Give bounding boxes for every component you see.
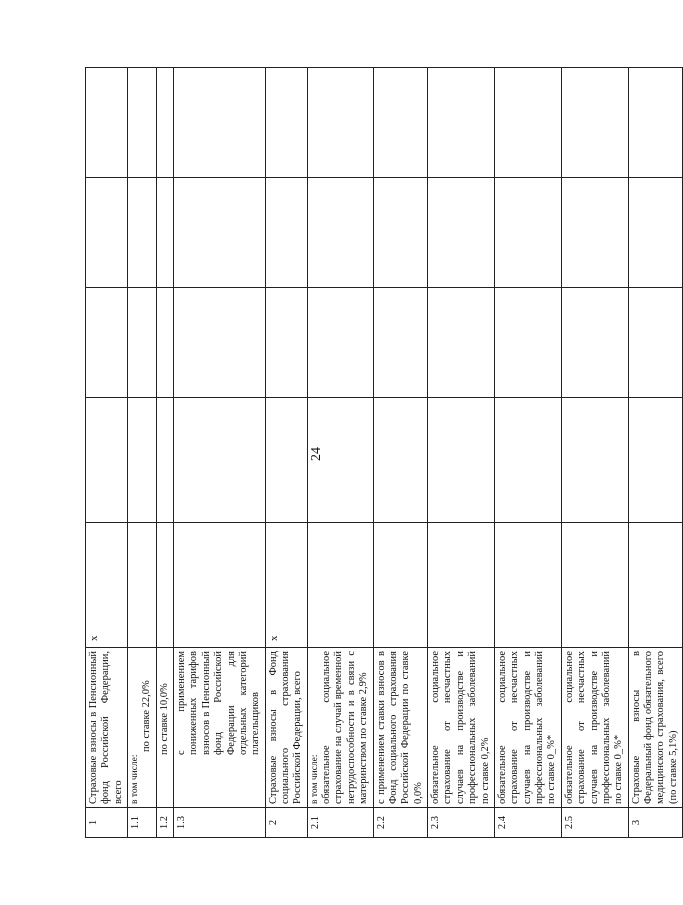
table-row xyxy=(156,68,173,838)
row-number: 2.2 xyxy=(373,808,428,838)
table-cell xyxy=(628,288,683,398)
row-description: обязательное социальное страхование от несчастных случаев на производстве и профессиональных заболеваний по ставке 0,2% xyxy=(428,648,495,808)
table-cell xyxy=(156,178,173,288)
row-number: 1 xyxy=(86,808,128,838)
row-number: 1.3 xyxy=(174,808,266,838)
table-cell xyxy=(86,288,128,398)
row-number: 2.5 xyxy=(561,808,628,838)
table-row xyxy=(494,68,561,838)
row-prefix: в том числе: xyxy=(309,754,320,804)
table-cell xyxy=(307,398,373,523)
row-description: обязательное социальное страхование от несчастных случаев на производстве и профессиональных заболеваний по ставке 0_%* xyxy=(561,648,628,808)
table-row xyxy=(628,68,683,838)
table-cell xyxy=(428,288,495,398)
table-row xyxy=(128,68,157,838)
table-cell: x xyxy=(86,523,128,648)
table-cell xyxy=(265,178,307,288)
table-cell xyxy=(494,398,561,523)
table-cell xyxy=(307,178,373,288)
table-cell xyxy=(128,523,157,648)
table-row xyxy=(373,68,428,838)
table-cell: x xyxy=(265,523,307,648)
row-description-cell xyxy=(307,648,373,808)
row-description: с применением пониженных тарифов взносов в Пенсионный фонд Российской Федерации для отдельных категорий плательщиков xyxy=(174,648,266,808)
table-cell xyxy=(561,523,628,648)
table-cell xyxy=(174,178,266,288)
table-cell xyxy=(128,288,157,398)
table-cell xyxy=(128,68,157,178)
table-cell xyxy=(373,178,428,288)
row-number: 3 xyxy=(628,808,683,838)
table-cell xyxy=(265,68,307,178)
table-cell xyxy=(156,288,173,398)
table-cell xyxy=(561,68,628,178)
table-cell xyxy=(628,68,683,178)
table-cell xyxy=(428,178,495,288)
row-description: Страховые взносы в Федеральный фонд обязательного медицинского страхования, всего (по ставке 5,1%) xyxy=(628,648,683,808)
row-prefix: в том числе: xyxy=(130,754,141,804)
table-row xyxy=(561,68,628,838)
table-cell xyxy=(86,398,128,523)
table-row xyxy=(428,68,495,838)
table-cell xyxy=(561,398,628,523)
table-cell xyxy=(128,398,157,523)
row-description: с применением ставки взносов в Фонд социального страхования Российской Федерации по ставке 0,0% xyxy=(373,648,428,808)
table-cell xyxy=(265,288,307,398)
table-cell xyxy=(494,68,561,178)
table-cell xyxy=(428,68,495,178)
table-cell xyxy=(428,523,495,648)
row-description: Страховые взносы в Фонд социального страхования Российской Федерации, всего xyxy=(265,648,307,808)
row-number: 2.3 xyxy=(428,808,495,838)
table-cell xyxy=(307,288,373,398)
table-row xyxy=(174,68,266,838)
table-cell xyxy=(156,68,173,178)
row-description: по ставке 10,0% xyxy=(156,648,173,808)
rotated-table-container xyxy=(85,68,679,838)
table-cell xyxy=(428,398,495,523)
row-number: 1.1 xyxy=(128,808,157,838)
table-cell xyxy=(156,398,173,523)
row-number: 2 xyxy=(265,808,307,838)
table-cell xyxy=(561,178,628,288)
row-subtext: по ставке 22,0% xyxy=(141,680,153,752)
table-cell xyxy=(174,398,266,523)
table-cell xyxy=(494,288,561,398)
table-cell xyxy=(174,288,266,398)
table-cell xyxy=(174,523,266,648)
row-description: Страховые взносы в Пенсионный фонд Российской Федерации, всего xyxy=(86,648,128,808)
table-cell xyxy=(156,523,173,648)
insurance-contributions-table xyxy=(85,67,683,838)
table-cell xyxy=(174,68,266,178)
table-cell xyxy=(628,523,683,648)
table-cell xyxy=(373,68,428,178)
row-number: 2.4 xyxy=(494,808,561,838)
table-cell xyxy=(86,178,128,288)
table-cell xyxy=(307,68,373,178)
table-row xyxy=(265,68,307,838)
table-cell xyxy=(628,178,683,288)
table-cell xyxy=(307,523,373,648)
table-cell xyxy=(373,288,428,398)
table-cell xyxy=(561,288,628,398)
table-cell xyxy=(628,398,683,523)
table-cell xyxy=(86,68,128,178)
row-number: 2.1 xyxy=(307,808,373,838)
table-cell xyxy=(128,178,157,288)
table-cell xyxy=(265,398,307,523)
row-description: обязательное социальное страхование от несчастных случаев на производстве и профессиональных заболеваний по ставке 0_%* xyxy=(494,648,561,808)
row-number: 1.2 xyxy=(156,808,173,838)
table-row xyxy=(307,68,373,838)
table-cell xyxy=(494,523,561,648)
table-cell xyxy=(494,178,561,288)
row-description-cell xyxy=(128,648,157,808)
page-number: 24 xyxy=(309,447,324,461)
table-cell xyxy=(373,523,428,648)
row-subtext: обязательное социальное страхование на случай временной нетрудоспособности и в связи с материнством по ставке 2,9% xyxy=(321,651,370,804)
table-cell xyxy=(373,398,428,523)
table-row xyxy=(86,68,128,838)
